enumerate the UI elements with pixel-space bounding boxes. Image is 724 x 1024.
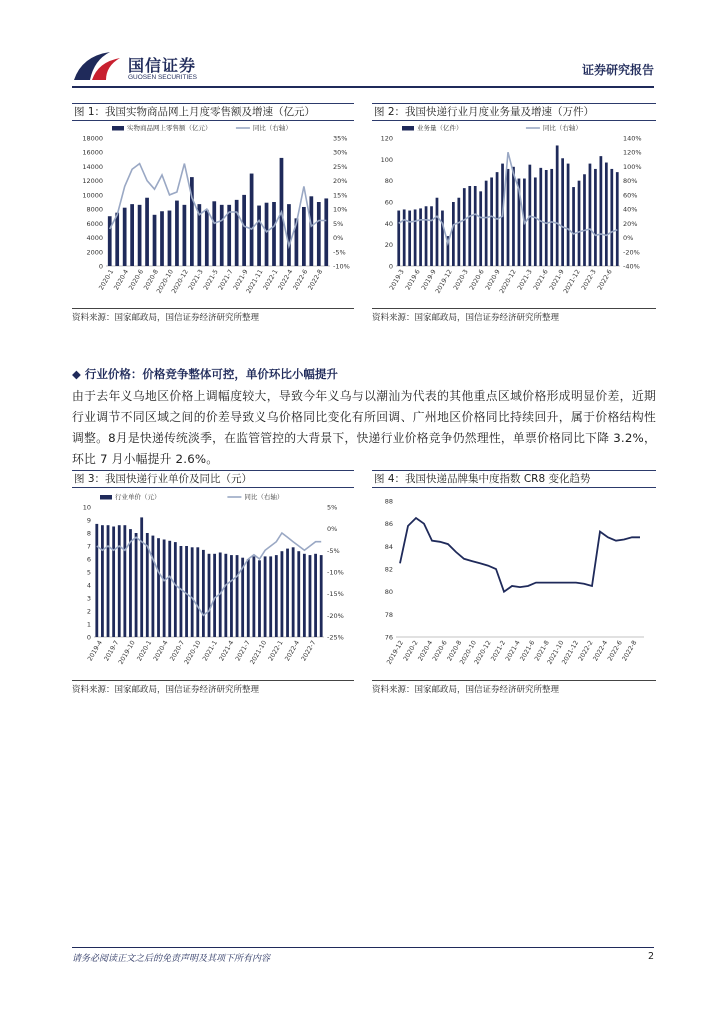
x-tick-label: 2022-1 [267, 639, 285, 663]
y-tick-label: 40 [384, 219, 393, 228]
bar [118, 525, 121, 637]
y-tick-label: 0 [98, 262, 103, 271]
bar [115, 213, 119, 266]
x-tick-label: 2020-10 [458, 639, 478, 666]
x-tick-label: 2020-6 [127, 268, 146, 292]
x-tick-label: 2021-8 [533, 639, 551, 663]
bar [589, 164, 592, 266]
x-tick-label: 2021-4 [218, 639, 236, 663]
bar [250, 174, 254, 266]
y2-tick-label: 10% [333, 205, 348, 214]
bar [196, 547, 199, 637]
x-tick-label: 2019-10 [117, 639, 137, 666]
x-tick-label: 2021-1 [201, 639, 219, 663]
bar [403, 209, 406, 266]
y-tick-label: 6000 [86, 219, 103, 228]
y-tick-label: 14000 [82, 162, 103, 171]
bar [309, 555, 312, 637]
x-tick-label: 2020-12 [170, 268, 190, 295]
y-tick-label: 78 [384, 610, 393, 619]
y2-tick-label: 25% [333, 162, 348, 171]
fig1-svg [72, 124, 354, 306]
y-tick-label: 10000 [82, 191, 103, 200]
bar [419, 208, 422, 266]
bar [583, 174, 586, 266]
y2-tick-label: 120% [623, 148, 642, 157]
bar [205, 210, 209, 266]
fig1-chart [72, 124, 354, 306]
x-tick-label: 2022-4 [592, 639, 610, 663]
bar [567, 164, 570, 266]
y2-tick-label: 80% [623, 177, 638, 186]
bar [252, 556, 255, 637]
bar [107, 525, 110, 637]
x-tick-label: 2019-4 [86, 639, 104, 663]
y-tick-label: 4 [86, 581, 91, 590]
x-tick-label: 2022-6 [292, 268, 310, 292]
x-tick-label: 2022-4 [277, 268, 295, 292]
x-tick-label: 2020-6 [468, 268, 486, 292]
bar [152, 536, 155, 637]
y-tick-label: 80 [384, 177, 393, 186]
bar [168, 211, 172, 266]
bar [528, 165, 531, 266]
bar [485, 181, 488, 266]
x-tick-label: 2021-2 [489, 639, 508, 663]
fig2-chart [372, 124, 656, 306]
x-tick-label: 2022-6 [606, 639, 624, 663]
y2-tick-label: 0% [623, 234, 634, 243]
bar [303, 554, 306, 637]
x-tick-label: 2021-7 [217, 268, 235, 292]
bar [314, 554, 317, 637]
x-tick-label: 2021-12 [560, 639, 581, 666]
bar [600, 156, 603, 266]
bar [287, 204, 291, 266]
x-tick-label: 2020-9 [484, 268, 502, 292]
y-tick-label: 8 [86, 529, 91, 538]
x-tick-label: 2022-7 [300, 639, 318, 663]
x-tick-label: 2021-6 [519, 639, 537, 663]
section-heading-text: 行业价格：价格竞争整体可控，单价环比小幅提升 [84, 367, 338, 381]
x-tick-label: 2021-3 [516, 268, 534, 292]
y-tick-label: 9 [86, 516, 91, 525]
y-tick-label: 76 [384, 633, 393, 642]
footer-divider [72, 947, 654, 948]
y-tick-label: 10 [82, 503, 91, 512]
x-tick-label: 2020-4 [152, 639, 170, 663]
y-tick-label: 3 [86, 594, 91, 603]
fig2-source: 资料来源：国家邮政局，国信证券经济研究所整理 [372, 308, 656, 322]
x-tick-label: 2020-3 [452, 268, 470, 292]
y2-tick-label: 40% [623, 205, 638, 214]
y2-tick-label: 60% [623, 191, 638, 200]
y2-tick-label: 35% [333, 134, 348, 143]
bar [610, 169, 613, 266]
bar [463, 188, 466, 266]
fig2-svg [372, 124, 656, 306]
y2-tick-label: -20% [327, 611, 344, 620]
y2-tick-label: -25% [327, 633, 344, 642]
bar [175, 201, 179, 266]
bar [202, 550, 205, 637]
y2-tick-label: -10% [327, 568, 344, 577]
series-line [400, 518, 640, 592]
legend-label: 同比（右轴） [252, 124, 292, 132]
bar [534, 177, 537, 266]
bar [191, 547, 194, 637]
x-tick-label: 2020-4 [112, 268, 131, 292]
legend-label: 同比（右轴） [542, 124, 582, 132]
bar [507, 169, 510, 266]
x-tick-label: 2019-6 [404, 268, 422, 292]
x-tick-label: 2021-4 [504, 639, 522, 663]
y-tick-label: 0 [388, 262, 393, 271]
bar [236, 555, 239, 637]
bar [129, 529, 132, 637]
bar [425, 206, 428, 266]
x-tick-label: 2019-12 [434, 268, 454, 295]
bar [157, 538, 160, 637]
x-tick-label: 2021-12 [562, 268, 582, 295]
x-tick-label: 2021-10 [546, 639, 566, 666]
fig1-source: 资料来源：国家邮政局，国信证券经济研究所整理 [72, 308, 354, 322]
y2-tick-label: -10% [333, 262, 350, 271]
y2-tick-label: 30% [333, 148, 348, 157]
y-tick-label: 100 [380, 155, 393, 164]
bar [135, 533, 138, 637]
bar [153, 215, 157, 266]
bar [275, 555, 278, 637]
y-tick-label: 60 [384, 198, 393, 207]
header-divider [72, 86, 654, 88]
bar [95, 524, 98, 637]
bar [138, 205, 142, 266]
bar [123, 525, 126, 637]
bar [108, 216, 112, 266]
x-tick-label: 2021-9 [232, 268, 250, 292]
bar [490, 177, 493, 266]
bar [317, 202, 321, 266]
legend-swatch-bar [100, 495, 112, 500]
bar [140, 517, 143, 637]
fig1-title: 图 1：我国实物商品网上月度零售额及增速（亿元） [72, 103, 354, 121]
bar [168, 541, 171, 637]
x-tick-label: 2020-10 [155, 268, 175, 295]
bar [474, 186, 477, 266]
x-tick-label: 2021-5 [202, 268, 220, 292]
x-tick-label: 2020-10 [183, 639, 203, 666]
y2-tick-label: -20% [623, 248, 640, 257]
fig4-chart [372, 491, 656, 677]
y2-tick-label: 140% [623, 134, 642, 143]
bar [561, 158, 564, 266]
y-tick-label: 12000 [82, 177, 103, 186]
x-tick-label: 2021-3 [187, 268, 205, 292]
bar [258, 560, 261, 637]
bar [292, 547, 295, 637]
x-tick-label: 2019-9 [420, 268, 438, 292]
x-tick-label: 2021-7 [234, 639, 252, 663]
footer-disclaimer: 请务必阅读正文之后的免责声明及其项下所有内容 [72, 954, 271, 964]
y-tick-label: 2000 [86, 248, 103, 257]
x-tick-label: 2019-12 [385, 639, 406, 666]
y-tick-label: 2 [86, 607, 91, 616]
legend-swatch-bar [402, 126, 414, 131]
y2-tick-label: 0% [327, 525, 338, 534]
y2-tick-label: -15% [327, 590, 344, 599]
bar [112, 527, 115, 638]
logo-mark-icon [72, 50, 122, 84]
bar [235, 200, 239, 266]
bar [297, 551, 300, 637]
x-tick-label: 2020-12 [473, 639, 493, 666]
y-tick-label: 6 [86, 555, 91, 564]
bar [468, 186, 471, 266]
y2-tick-label: 15% [333, 191, 348, 200]
y-tick-label: 4000 [86, 234, 103, 243]
logo-en: GUOSEN SECURITIES [128, 74, 197, 81]
bar [452, 202, 455, 266]
bar [578, 181, 581, 266]
y-tick-label: 88 [384, 497, 393, 506]
bar [550, 169, 553, 266]
bar [123, 208, 127, 266]
y2-tick-label: 100% [623, 162, 642, 171]
bar [556, 145, 559, 266]
x-tick-label: 2020-1 [136, 639, 154, 663]
bar [224, 554, 227, 637]
y2-tick-label: 20% [623, 219, 638, 228]
bar [572, 187, 575, 266]
fig2-title: 图 2：我国快递行业月度业务量及增速（万件） [372, 103, 656, 121]
x-tick-label: 2019-7 [103, 639, 121, 663]
x-tick-label: 2020-6 [431, 639, 449, 663]
bar [397, 211, 400, 266]
bar [616, 172, 619, 266]
fig4-svg [372, 491, 656, 677]
section-paragraph: 由于去年义乌地区价格上调幅度较大，导致今年义乌与以潮汕为代表的其他重点区域价格形成明显价差，近期行业调节不同区域之间的价差导致义乌价格同比变化有所回调、广州地区价格同比持续回升，属于价格结构性调整。8月是快递传统淡季，在监管管控的大背景下，快递行业价格竞争仍然理性，单票价格同比下降 3.2%，环比 7 月小幅提升 2.6%。 [72, 389, 656, 466]
x-tick-label: 2020-7 [168, 639, 187, 663]
bar [230, 555, 233, 637]
x-tick-label: 2022-3 [580, 268, 598, 292]
x-tick-label: 2022-8 [621, 639, 639, 663]
bar [457, 198, 460, 266]
bar [539, 168, 542, 266]
bar [264, 556, 267, 637]
y-tick-label: 86 [384, 520, 393, 529]
y2-tick-label: -5% [333, 248, 346, 257]
x-tick-label: 2020-8 [142, 268, 160, 292]
x-tick-label: 2021-9 [548, 268, 566, 292]
bar [324, 198, 328, 266]
page-number: 2 [647, 951, 654, 962]
fig3-svg [72, 491, 354, 677]
x-tick-label: 2020-4 [416, 639, 435, 663]
bar [605, 163, 608, 266]
x-tick-label: 2021-11 [245, 268, 265, 295]
bar [242, 195, 246, 266]
diamond-bullet-icon: ◆ [72, 367, 81, 381]
bar [257, 206, 261, 266]
legend-label: 行业单价（元） [115, 493, 161, 501]
y-tick-label: 16000 [82, 148, 103, 157]
x-tick-label: 2022-1 [262, 268, 280, 292]
bar [414, 209, 417, 266]
bar [247, 559, 250, 637]
bar [212, 201, 216, 266]
bar [272, 202, 276, 266]
bar [302, 207, 306, 266]
y-tick-label: 82 [384, 565, 393, 574]
series-line [110, 164, 327, 247]
bar [512, 167, 515, 266]
y-tick-label: 120 [380, 134, 393, 143]
x-tick-label: 2020-1 [97, 268, 116, 292]
legend-label: 业务量（亿件） [417, 124, 463, 132]
bar [220, 205, 224, 266]
bar [185, 546, 188, 637]
y2-tick-label: 0% [333, 234, 344, 243]
company-logo [72, 50, 232, 90]
y2-tick-label: 5% [327, 503, 338, 512]
bar [101, 525, 104, 637]
x-tick-label: 2022-4 [283, 639, 302, 663]
bar [183, 205, 187, 266]
bar [208, 554, 211, 637]
legend-label: 实物商品网上零售额（亿元） [127, 124, 212, 132]
fig3-title: 图 3：我国快递行业单价及同比（元） [72, 470, 354, 488]
x-tick-label: 2022-8 [307, 268, 325, 292]
bar [160, 211, 164, 266]
report-type: 证券研究报告 [581, 63, 654, 77]
y-tick-label: 1 [86, 620, 91, 629]
legend-label: 同比（右轴） [244, 493, 284, 501]
y2-tick-label: -5% [327, 546, 340, 555]
bar [174, 542, 177, 637]
bar [265, 203, 269, 266]
y-tick-label: 7 [86, 542, 91, 551]
fig3-chart [72, 491, 354, 677]
bar [286, 549, 289, 637]
bar [130, 204, 134, 266]
y-tick-label: 84 [384, 542, 393, 551]
legend-swatch-bar [112, 126, 124, 131]
logo-cn: 国信证券 [128, 56, 197, 75]
x-tick-label: 2021-6 [532, 268, 550, 292]
y-tick-label: 20 [384, 241, 393, 250]
x-tick-label: 2019-3 [388, 268, 406, 292]
x-tick-label: 2020-2 [402, 639, 420, 663]
bar [269, 556, 272, 637]
x-tick-label: 2020-12 [498, 268, 518, 295]
x-tick-label: 2020-8 [446, 639, 464, 663]
y2-tick-label: -40% [623, 262, 640, 271]
bar [180, 546, 183, 637]
y-tick-label: 5 [86, 568, 91, 577]
section-heading [72, 366, 338, 382]
y-tick-label: 8000 [86, 205, 103, 214]
x-tick-label: 2022-6 [596, 268, 614, 292]
y-tick-label: 0 [86, 633, 91, 642]
bar [436, 198, 439, 266]
x-tick-label: 2021-10 [249, 639, 269, 666]
y-tick-label: 18000 [82, 134, 103, 143]
fig4-title: 图 4：我国快递品牌集中度指数 CR8 变化趋势 [372, 470, 656, 488]
bar [145, 198, 149, 266]
fig3-source: 资料来源：国家邮政局，国信证券经济研究所整理 [72, 680, 354, 694]
bar [441, 211, 444, 266]
y-tick-label: 80 [384, 588, 393, 597]
bar [479, 191, 482, 266]
y2-tick-label: 5% [333, 219, 344, 228]
bar [594, 169, 597, 266]
y2-tick-label: 20% [333, 177, 348, 186]
bar [430, 206, 433, 266]
x-tick-label: 2022-2 [577, 639, 595, 663]
bar [281, 551, 284, 637]
bar [309, 196, 313, 266]
fig4-source: 资料来源：国家邮政局，国信证券经济研究所整理 [372, 680, 656, 694]
bar [163, 540, 166, 638]
bar [408, 211, 411, 266]
bar [213, 554, 216, 637]
bar [320, 555, 323, 637]
bar [545, 170, 548, 266]
